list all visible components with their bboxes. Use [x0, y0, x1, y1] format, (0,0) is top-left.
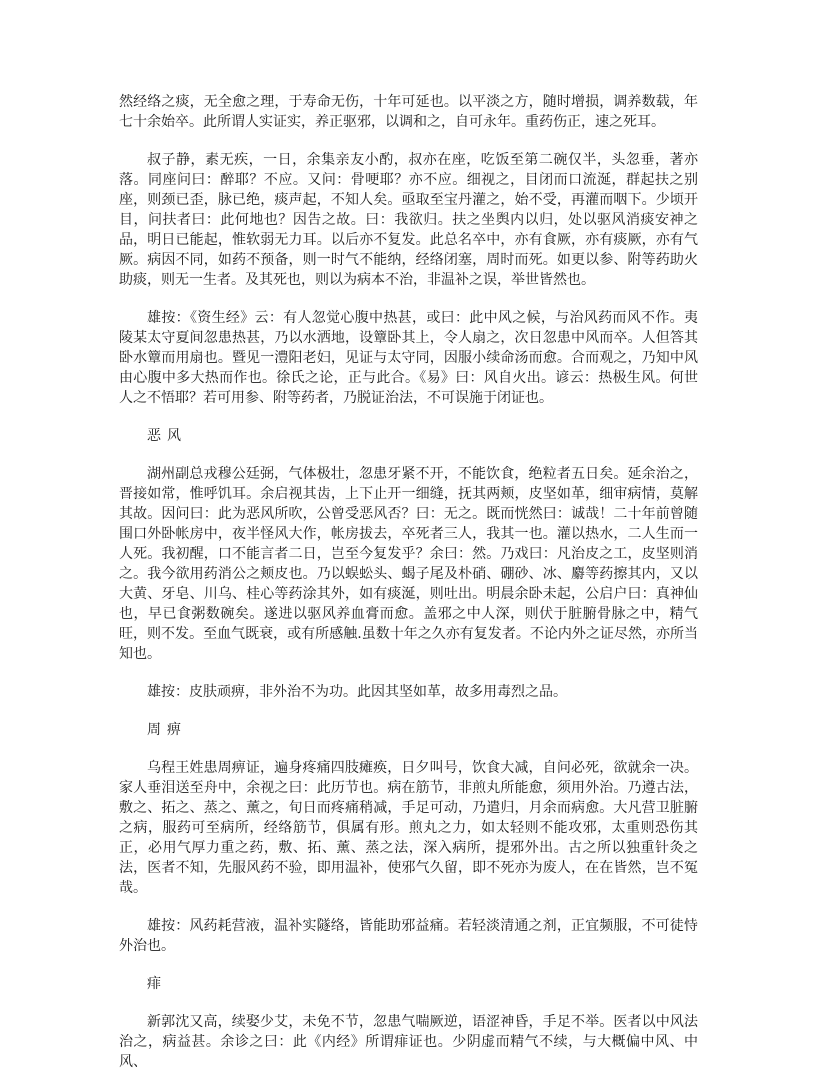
paragraph-gap — [119, 132, 698, 150]
paragraph-gap — [119, 956, 698, 974]
paragraph-gap — [119, 994, 698, 1012]
paragraph-6: 乌程王姓患周痹证，遍身疼痛四肢瘫痪，日夕叫号，饮食大减，自问必死，欲就余一决。家人垂泪送至舟中，余视之曰：此历节也。病在筋节，非煎丸所能愈，须用外治。乃遵古法，敷之、拓之、蒸之、薰之，旬日而疼痛稍减，手足可动，乃遣归，月余而病愈。大凡营卫脏腑之病，服药可至病所，经络筋节，俱属有形。煎丸之力，如太轻则不能攻邪，太重则恐伤其正，必用气厚力重之药，敷、拓、薰、蒸之法，深入病所，提邪外出。古之所以独重针灸之法，医者不知，先服风药不验，即用温补，使邪气久留，即不死亦为废人，在在皆然，岂不冤哉。 — [119, 760, 698, 896]
section-heading-fei: 痱 — [147, 976, 167, 992]
paragraph-8: 新郭沈又高，续娶少艾，未免不节，忽患气喘厥逆，语涩神昏，手足不举。医者以中风法治之，病益甚。余诊之曰：此《内经》所谓痱证也。少阴虚而精气不续，与大概偏中风、中风、 — [119, 1014, 698, 1070]
paragraph-gap — [119, 408, 698, 426]
paragraph-gap — [119, 702, 698, 720]
paragraph-1: 然经络之痰，无全愈之理，于寿命无伤，十年可延也。以平淡之方，随时增损，调养数载，年七十余始卒。此所谓人实证实，养正驱邪，以调和之，自可永年。重药伤正，速之死耳。 — [119, 94, 698, 130]
paragraph-gap — [119, 898, 698, 916]
section-heading-zhoubi: 周痹 — [147, 722, 187, 738]
paragraph-gap — [119, 664, 698, 682]
section-heading-efeng: 恶风 — [147, 428, 187, 444]
paragraph-3: 雄按：《资生经》云：有人忽觉心腹中热甚，或曰：此中风之候，与治风药而风不作。夷陵某太守夏间忽患热甚，乃以水洒地，设簟卧其上，令人扇之，次日忽患中风而卒。人但答其卧水簟而用扇也。暨见一澧阳老妇，见证与太守同，因服小续命汤而愈。合而观之，乃知中风由心腹中多大热而作也。徐氏之论，正与此合。《易》曰：风自火出。谚云：热极生风。何世人之不悟耶？若可用参、附等药者，乃脱证治法，不可误施于闭证也。 — [119, 310, 698, 406]
paragraph-gap — [119, 446, 698, 464]
paragraph-2: 叔子静，素无疾，一日，余集亲友小酌，叔亦在座，吃饭至第二碗仅半，头忽垂，著亦落。同座问曰：醉耶？不应。又问：骨哽耶？亦不应。细视之，目闭而口流涎，群起扶之别座，则颈已歪，脉已绝，痰声起，不知人矣。亟取至宝丹灌之，始不受，再灌而咽下。少顷开目，问扶者曰：此何地也？因告之故。曰：我欲归。扶之坐舆内以归，处以驱风消痰安神之品，明日已能起，惟软弱无力耳。以后亦不复发。此总名卒中，亦有食厥，亦有痰厥，亦有气厥。病因不同，如药不预备，则一时气不能纳，经络闭塞，周时而死。如更以参、附等药助火助痰，则无一生者。及其死也，则以为病本不治，非温补之误，举世皆然也。 — [119, 152, 698, 288]
paragraph-5: 雄按：皮肤顽痹，非外治不为功。此因其坚如革，故多用毒烈之品。 — [147, 684, 567, 700]
paragraph-7: 雄按：风药耗营液，温补实隧络，皆能助邪益痛。若轻淡清通之剂，正宜频服，不可徒恃外治也。 — [119, 918, 698, 954]
paragraph-4: 湖州副总戎穆公廷弼，气体极壮，忽患牙紧不开，不能饮食，绝粒者五日矣。延余治之，晋接如常，惟呼饥耳。余启视其齿，上下止开一细缝，抚其两颊，皮坚如革，细审病情，莫解其故。因问曰：此为恶风所吹，公曾受恶风否？曰：无之。既而恍然曰：诚哉！二十年前曾随围口外卧帐房中，夜半怪风大作，帐房拔去，卒死者三人，我其一也。灌以热水，二人生而一人死。我初醒，口不能言者二日，岂至今复发乎？余曰：然。乃戏曰：凡治皮之工，皮坚则消之。我今欲用药消公之颊皮也。乃以蜈蚣头、蝎子尾及朴硝、硼砂、冰、麝等药擦其内，又以大黄、牙皂、川乌、桂心等药涂其外，如有痰涎，则吐出。明晨余卧未起，公启户曰：真神仙也，早已食粥数碗矣。遂进以驱风养血膏而愈。盖邪之中人深，则伏于脏腑骨脉之中，精气旺，则不发。至血气既衰，或有所感触.虽数十年之久亦有复发者。不论内外之证尽然，亦所当知也。 — [119, 466, 698, 662]
document-page — [119, 92, 698, 1072]
paragraph-gap — [119, 290, 698, 308]
paragraph-gap — [119, 740, 698, 758]
